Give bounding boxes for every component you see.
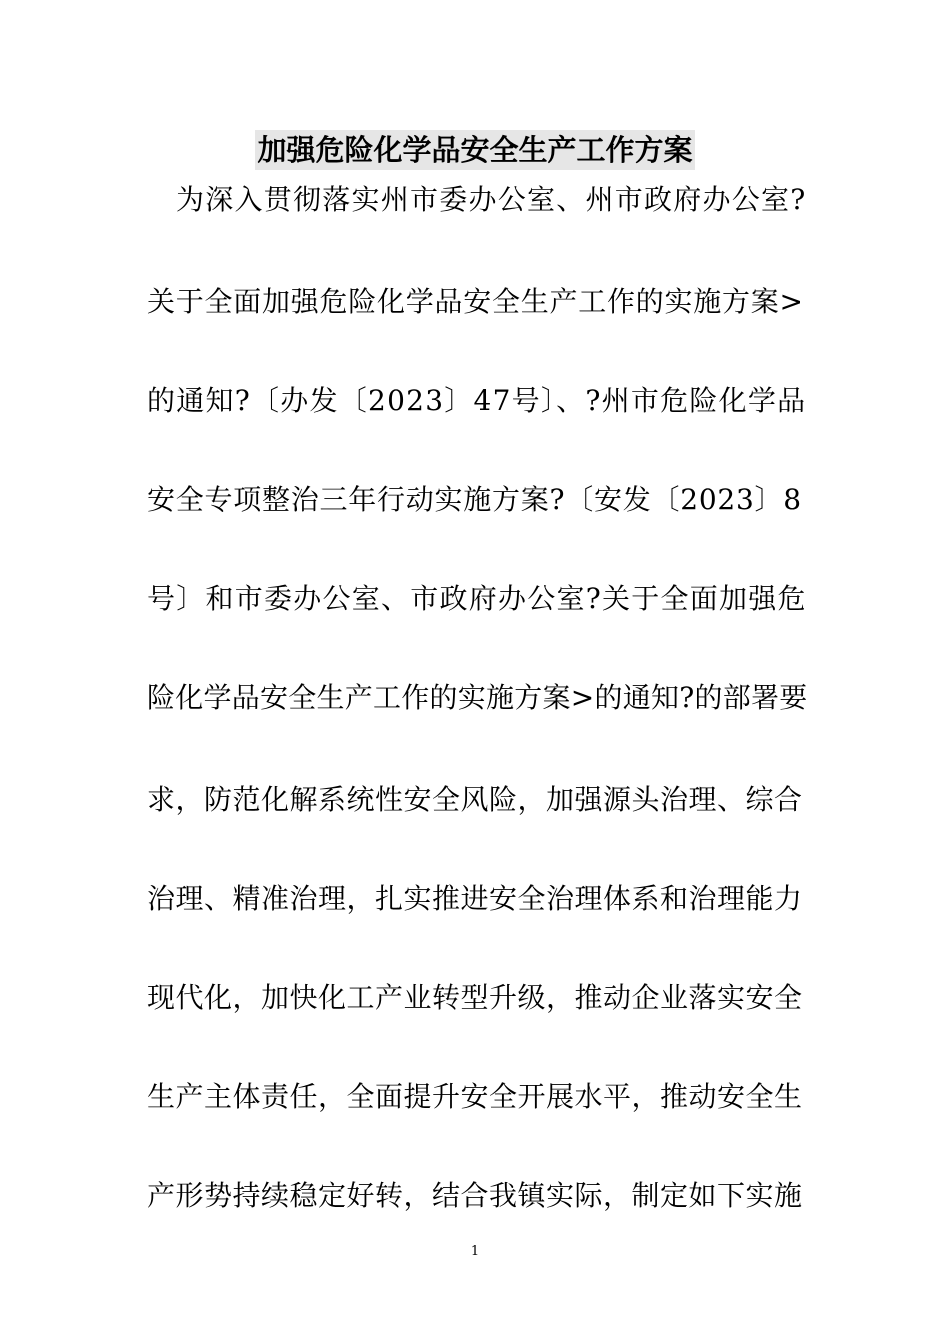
body-line: 求，防范化解系统性安全风险，加强源头治理、综合 bbox=[147, 783, 803, 816]
body-line: 现代化，加快化工产业转型升级，推动企业落实安全 bbox=[147, 981, 803, 1014]
body-line: 为深入贯彻落实州市委办公室、州市政府办公室? bbox=[176, 183, 807, 216]
body-line: 的通知?〔办发〔2023〕47号〕、?州市危险化学品 bbox=[147, 384, 807, 417]
body-line: 关于全面加强危险化学品安全生产工作的实施方案> bbox=[147, 285, 804, 318]
body-line: 安全专项整治三年行动实施方案?〔安发〔2023〕8 bbox=[147, 483, 802, 516]
body-line: 生产主体责任，全面提升安全开展水平，推动安全生 bbox=[147, 1080, 803, 1113]
title-container bbox=[0, 130, 950, 170]
document-title: 加强危险化学品安全生产工作方案 bbox=[255, 130, 694, 170]
body-line: 号〕和市委办公室、市政府办公室?关于全面加强危 bbox=[147, 582, 807, 615]
body-line: 治理、精准治理，扎实推进安全治理体系和治理能力 bbox=[147, 882, 803, 915]
body-line: 险化学品安全生产工作的实施方案>的通知?的部署要 bbox=[147, 681, 808, 714]
page-number: 1 bbox=[470, 1244, 480, 1259]
body-line: 产形势持续稳定好转，结合我镇实际，制定如下实施 bbox=[147, 1179, 803, 1212]
